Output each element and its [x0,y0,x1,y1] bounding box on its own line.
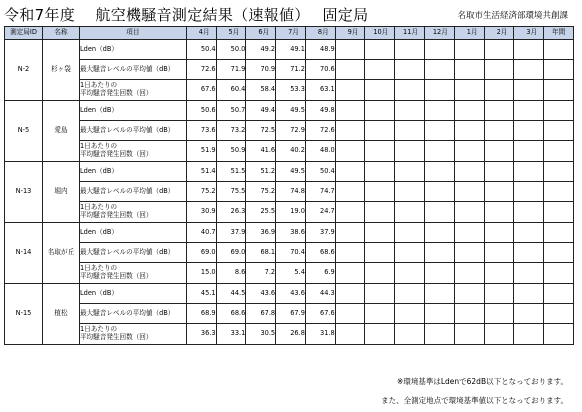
monthly-value-cell [484,162,514,182]
monthly-value-cell [395,223,425,243]
table-row [5,162,574,182]
item-lden: Lden（dB） [79,40,186,60]
monthly-value-cell [335,223,365,243]
station-name: 植松 [43,284,80,345]
monthly-value-cell [454,223,484,243]
monthly-value-cell [425,101,455,121]
monthly-value-cell: 43.6 [246,284,276,304]
monthly-value-cell [484,223,514,243]
annual-value-cell [544,324,574,345]
monthly-value-cell: 8.6 [216,263,246,284]
monthly-value-cell: 51.9 [186,141,216,162]
table-row [5,80,574,101]
item-max-level-average: 最大騒音レベルの平均値（dB） [79,182,186,202]
header-cell: 年間 [544,27,574,40]
monthly-value-cell: 50.4 [186,40,216,60]
monthly-value-cell: 67.8 [246,304,276,324]
monthly-value-cell: 19.0 [276,202,306,223]
noise-results-table [4,26,574,345]
monthly-value-cell: 49.5 [276,101,306,121]
monthly-value-cell [365,121,395,141]
monthly-value-cell: 25.5 [246,202,276,223]
annual-value-cell [544,162,574,182]
monthly-value-cell: 49.5 [276,162,306,182]
item-label-line: 1日あたりの [79,325,118,334]
monthly-value-cell [484,40,514,60]
monthly-value-cell: 36.3 [186,324,216,345]
item-daily-event-count [79,202,186,223]
header-cell: 3月 [514,27,544,40]
monthly-value-cell [335,284,365,304]
monthly-value-cell [395,243,425,263]
monthly-value-cell [454,304,484,324]
monthly-value-cell: 44.5 [216,284,246,304]
monthly-value-cell [395,304,425,324]
monthly-value-cell: 60.4 [216,80,246,101]
item-label-line: 平均騒音発生回数（回） [79,150,153,158]
monthly-value-cell: 51.5 [216,162,246,182]
monthly-value-cell [425,141,455,162]
monthly-value-cell [395,60,425,80]
item-max-level-average: 最大騒音レベルの平均値（dB） [79,121,186,141]
monthly-value-cell: 6.9 [305,263,335,284]
monthly-value-cell: 63.1 [305,80,335,101]
monthly-value-cell [454,101,484,121]
monthly-value-cell [365,182,395,202]
monthly-value-cell [454,263,484,284]
monthly-value-cell: 72.5 [246,121,276,141]
monthly-value-cell [335,182,365,202]
station-name: 名取が丘 [43,223,80,284]
item-lden: Lden（dB） [79,223,186,243]
table-row [5,202,574,223]
monthly-value-cell [335,263,365,284]
item-label-line: 1日あたりの [79,203,118,212]
monthly-value-cell [454,243,484,263]
monthly-value-cell: 51.2 [246,162,276,182]
monthly-value-cell [484,263,514,284]
note-environmental-standard: ※環境基準はLdenで62dB以下となっております。 [397,377,568,386]
monthly-value-cell [395,284,425,304]
monthly-value-cell [514,324,544,345]
monthly-value-cell: 72.6 [186,60,216,80]
monthly-value-cell: 75.5 [216,182,246,202]
monthly-value-cell [484,284,514,304]
monthly-value-cell: 72.9 [276,121,306,141]
monthly-value-cell [425,263,455,284]
table-row [5,324,574,345]
monthly-value-cell: 50.7 [216,101,246,121]
monthly-value-cell [365,162,395,182]
monthly-value-cell: 49.4 [246,101,276,121]
monthly-value-cell [484,121,514,141]
table-row [5,40,574,60]
monthly-value-cell [454,182,484,202]
monthly-value-cell [395,182,425,202]
monthly-value-cell [484,141,514,162]
header-cell: 1月 [454,27,484,40]
monthly-value-cell [514,141,544,162]
monthly-value-cell [514,60,544,80]
station-name: 愛島 [43,101,80,162]
monthly-value-cell [454,162,484,182]
monthly-value-cell [514,284,544,304]
annual-value-cell [544,223,574,243]
monthly-value-cell [514,80,544,101]
monthly-value-cell [454,121,484,141]
annual-value-cell [544,243,574,263]
monthly-value-cell: 31.8 [305,324,335,345]
table-row [5,304,574,324]
monthly-value-cell: 70.4 [276,243,306,263]
monthly-value-cell [514,162,544,182]
table-row [5,263,574,284]
monthly-value-cell: 71.2 [276,60,306,80]
item-max-level-average: 最大騒音レベルの平均値（dB） [79,60,186,80]
monthly-value-cell: 40.7 [186,223,216,243]
table-row [5,121,574,141]
monthly-value-cell [514,121,544,141]
monthly-value-cell [425,223,455,243]
annual-value-cell [544,60,574,80]
monthly-value-cell [425,284,455,304]
monthly-value-cell: 33.1 [216,324,246,345]
annual-value-cell [544,40,574,60]
monthly-value-cell: 71.9 [216,60,246,80]
monthly-value-cell: 75.2 [246,182,276,202]
monthly-value-cell: 70.6 [305,60,335,80]
monthly-value-cell: 58.4 [246,80,276,101]
monthly-value-cell [365,141,395,162]
monthly-value-cell: 74.7 [305,182,335,202]
monthly-value-cell [425,182,455,202]
station-id: N-2 [5,40,43,101]
annual-value-cell [544,202,574,223]
monthly-value-cell [514,263,544,284]
monthly-value-cell [335,304,365,324]
monthly-value-cell: 45.1 [186,284,216,304]
monthly-value-cell: 75.2 [186,182,216,202]
annual-value-cell [544,304,574,324]
item-max-level-average: 最大騒音レベルの平均値（dB） [79,243,186,263]
table-body [5,40,574,345]
monthly-value-cell [425,80,455,101]
monthly-value-cell [335,202,365,223]
monthly-value-cell: 70.9 [246,60,276,80]
monthly-value-cell: 37.9 [305,223,335,243]
monthly-value-cell [425,324,455,345]
monthly-value-cell: 26.8 [276,324,306,345]
annual-value-cell [544,182,574,202]
monthly-value-cell [335,141,365,162]
station-name: 杉ヶ袋 [43,40,80,101]
item-daily-event-count [79,324,186,345]
monthly-value-cell [365,60,395,80]
monthly-value-cell [335,40,365,60]
monthly-value-cell: 67.9 [276,304,306,324]
monthly-value-cell [454,202,484,223]
monthly-value-cell [484,182,514,202]
monthly-value-cell [365,80,395,101]
monthly-value-cell: 49.1 [276,40,306,60]
monthly-value-cell [484,304,514,324]
monthly-value-cell: 41.6 [246,141,276,162]
monthly-value-cell [365,284,395,304]
monthly-value-cell [514,182,544,202]
header-cell: 測定局ID [5,27,43,40]
annual-value-cell [544,101,574,121]
monthly-value-cell: 51.4 [186,162,216,182]
monthly-value-cell [365,324,395,345]
header-cell: 項目 [79,27,186,40]
monthly-value-cell: 49.8 [305,101,335,121]
annual-value-cell [544,121,574,141]
monthly-value-cell: 67.6 [186,80,216,101]
monthly-value-cell [365,40,395,60]
item-label-line: 1日あたりの [79,142,118,151]
table-row [5,182,574,202]
page-title: 令和7年度 航空機騒音測定結果（速報値） 固定局 [4,6,369,24]
monthly-value-cell [514,202,544,223]
monthly-value-cell [425,202,455,223]
monthly-value-cell: 69.0 [186,243,216,263]
station-id: N-14 [5,223,43,284]
monthly-value-cell: 53.3 [276,80,306,101]
table-row [5,243,574,263]
item-label-line: 1日あたりの [79,264,118,273]
monthly-value-cell: 38.6 [276,223,306,243]
monthly-value-cell [335,243,365,263]
header-cell: 8月 [305,27,335,40]
annual-value-cell [544,284,574,304]
monthly-value-cell [484,101,514,121]
annual-value-cell [544,263,574,284]
monthly-value-cell [395,121,425,141]
monthly-value-cell: 72.6 [305,121,335,141]
monthly-value-cell [425,60,455,80]
monthly-value-cell [425,243,455,263]
monthly-value-cell: 73.6 [186,121,216,141]
header-cell: 5月 [216,27,246,40]
item-label-line: 平均騒音発生回数（回） [79,272,153,280]
monthly-value-cell [425,162,455,182]
monthly-value-cell [335,80,365,101]
header-cell: 2月 [484,27,514,40]
monthly-value-cell [514,304,544,324]
header-cell: 12月 [425,27,455,40]
monthly-value-cell: 7.2 [246,263,276,284]
monthly-value-cell: 40.2 [276,141,306,162]
monthly-value-cell [335,101,365,121]
monthly-value-cell: 50.0 [216,40,246,60]
monthly-value-cell [425,121,455,141]
monthly-value-cell: 30.9 [186,202,216,223]
table-row [5,223,574,243]
annual-value-cell [544,80,574,101]
monthly-value-cell [365,263,395,284]
monthly-value-cell [395,162,425,182]
item-label-line: 平均騒音発生回数（回） [79,211,153,219]
monthly-value-cell [484,80,514,101]
monthly-value-cell [484,243,514,263]
station-id: N-13 [5,162,43,223]
monthly-value-cell: 49.2 [246,40,276,60]
monthly-value-cell: 74.8 [276,182,306,202]
monthly-value-cell: 44.3 [305,284,335,304]
item-lden: Lden（dB） [79,162,186,182]
monthly-value-cell [395,324,425,345]
header-cell: 4月 [186,27,216,40]
monthly-value-cell [365,101,395,121]
monthly-value-cell [395,202,425,223]
monthly-value-cell: 50.6 [186,101,216,121]
item-label-line: 1日あたりの [79,81,118,90]
monthly-value-cell [395,141,425,162]
item-label-line: 平均騒音発生回数（回） [79,333,153,341]
station-name: 堀内 [43,162,80,223]
station-id: N-15 [5,284,43,345]
monthly-value-cell [454,60,484,80]
monthly-value-cell [514,101,544,121]
monthly-value-cell [454,284,484,304]
monthly-value-cell [365,304,395,324]
annual-value-cell [544,141,574,162]
department-name: 名取市生活経済部環境共創課 [457,11,568,21]
header-cell: 名称 [43,27,80,40]
monthly-value-cell [395,40,425,60]
monthly-value-cell: 5.4 [276,263,306,284]
table-row [5,101,574,121]
header-cell: 9月 [335,27,365,40]
monthly-value-cell [365,243,395,263]
monthly-value-cell: 37.9 [216,223,246,243]
monthly-value-cell [425,40,455,60]
monthly-value-cell [454,40,484,60]
monthly-value-cell [395,263,425,284]
item-label-line: 平均騒音発生回数（回） [79,89,153,97]
monthly-value-cell: 30.5 [246,324,276,345]
monthly-value-cell [365,202,395,223]
monthly-value-cell: 68.9 [186,304,216,324]
item-daily-event-count [79,80,186,101]
monthly-value-cell [454,324,484,345]
note-all-sites-below: また、全測定地点で環境基準値以下となっております。 [381,396,568,405]
header-row [5,27,574,40]
monthly-value-cell: 26.3 [216,202,246,223]
monthly-value-cell: 48.9 [305,40,335,60]
monthly-value-cell: 24.7 [305,202,335,223]
monthly-value-cell: 43.6 [276,284,306,304]
monthly-value-cell [425,304,455,324]
monthly-value-cell [335,121,365,141]
monthly-value-cell [335,60,365,80]
monthly-value-cell [335,162,365,182]
monthly-value-cell: 68.6 [216,304,246,324]
item-lden: Lden（dB） [79,284,186,304]
monthly-value-cell [484,202,514,223]
table-row [5,284,574,304]
monthly-value-cell: 73.2 [216,121,246,141]
monthly-value-cell: 68.6 [305,243,335,263]
monthly-value-cell: 67.6 [305,304,335,324]
monthly-value-cell [514,223,544,243]
monthly-value-cell [365,223,395,243]
monthly-value-cell: 50.4 [305,162,335,182]
station-id: N-5 [5,101,43,162]
monthly-value-cell [454,80,484,101]
monthly-value-cell: 50.9 [216,141,246,162]
monthly-value-cell [335,324,365,345]
monthly-value-cell: 48.0 [305,141,335,162]
monthly-value-cell: 36.9 [246,223,276,243]
monthly-value-cell [484,324,514,345]
monthly-value-cell [454,141,484,162]
monthly-value-cell: 68.1 [246,243,276,263]
monthly-value-cell: 15.0 [186,263,216,284]
header-cell: 7月 [276,27,306,40]
header-cell: 10月 [365,27,395,40]
header-cell: 11月 [395,27,425,40]
item-daily-event-count [79,141,186,162]
monthly-value-cell [514,40,544,60]
item-daily-event-count [79,263,186,284]
monthly-value-cell [395,80,425,101]
table-row [5,60,574,80]
monthly-value-cell [484,60,514,80]
item-max-level-average: 最大騒音レベルの平均値（dB） [79,304,186,324]
table-row [5,141,574,162]
header-cell: 6月 [246,27,276,40]
monthly-value-cell [514,243,544,263]
monthly-value-cell: 69.0 [216,243,246,263]
item-lden: Lden（dB） [79,101,186,121]
monthly-value-cell [395,101,425,121]
